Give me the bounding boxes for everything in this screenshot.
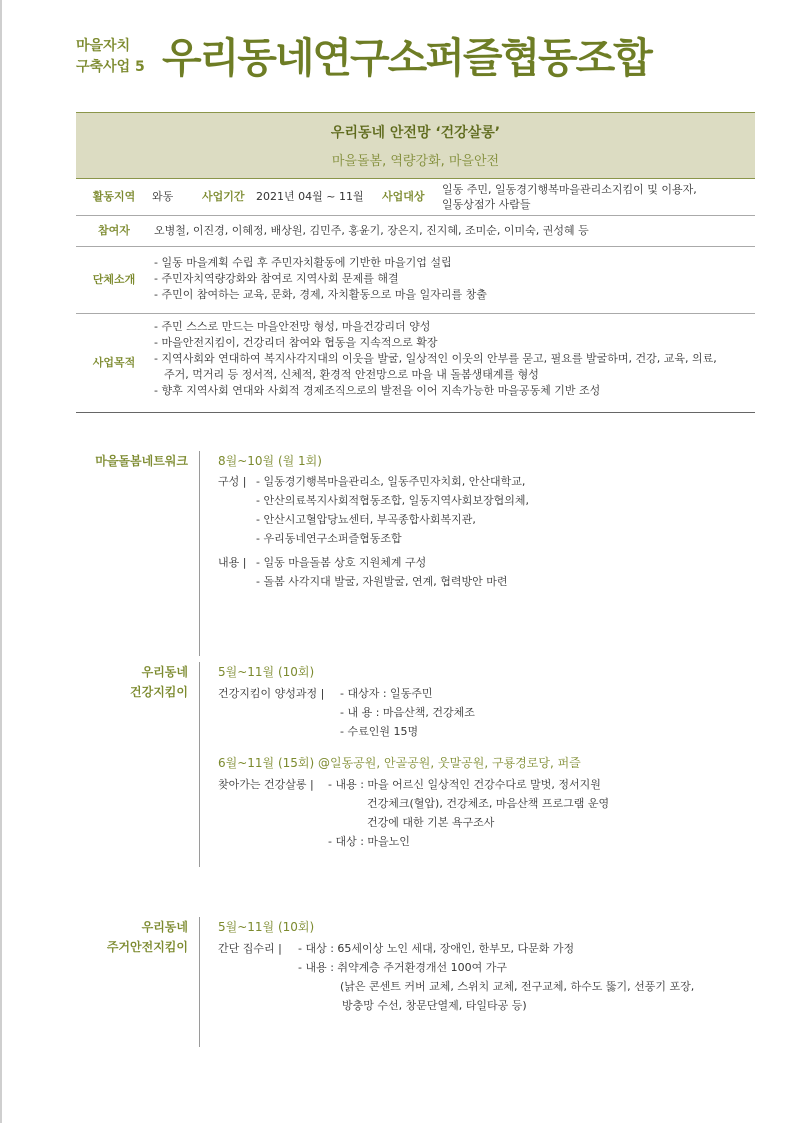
housing-line: 방충망 수선, 창문단열제, 타일타공 등)	[342, 999, 527, 1012]
page-edge	[0, 0, 2, 1123]
section-divider	[199, 917, 200, 1047]
row-purpose	[76, 314, 755, 413]
housing-period: 5월~11월 (10회)	[218, 920, 315, 934]
composition-list	[256, 472, 529, 548]
purpose-item: 주거, 먹거리 등 정서적, 신체적, 환경적 안전망으로 마을 내 돌봄생태계를 형성	[164, 368, 539, 381]
project-title: 우리동네 안전망 ‘건강살롱’	[330, 125, 501, 141]
intro-list	[152, 247, 755, 313]
target-label: 사업대상	[382, 190, 425, 203]
health-salon-line: - 내용 : 마을 어르신 일상적인 건강수다로 말벗, 정서지원	[328, 778, 601, 791]
composition-item: - 안산시고혈압당뇨센터, 부곡종합사회복지관,	[256, 513, 476, 526]
content-item: - 일동 마을돌봄 상호 지원체계 구성	[256, 556, 427, 569]
info-table	[76, 112, 755, 413]
project-banner	[76, 112, 755, 179]
section-label-care-network: 마을돌봄네트워크	[95, 454, 188, 468]
content-item: - 돌봄 사각지대 발굴, 자원발굴, 연계, 협력방안 마련	[256, 575, 508, 588]
intro-item: - 일동 마을계획 수립 후 주민자치활동에 기반한 마을기업 설립	[154, 256, 452, 269]
participants-label: 참여자	[98, 224, 130, 237]
section-label-line1: 우리동네	[141, 665, 188, 679]
intro-item: - 주민자치역량강화와 참여로 지역사회 문제를 해결	[154, 272, 399, 285]
target-value	[442, 182, 697, 212]
row-basic-info	[76, 179, 755, 216]
intro-item: - 주민이 참여하는 교육, 문화, 경제, 자치활동으로 마을 일자리를 창출	[154, 288, 487, 301]
page-title: 우리동네연구소퍼즐협동조합	[162, 34, 651, 82]
area-value: 와동	[152, 190, 174, 203]
health-course-label: 건강지킴이 양성과정 |	[218, 687, 325, 700]
housing-line: - 대상 : 65세이상 노인 세대, 장애인, 한부모, 다문화 가정	[298, 942, 575, 955]
intro-label: 단체소개	[92, 273, 136, 286]
health-salon-line: 건강체크(혈압), 건강체조, 마음산책 프로그램 운영	[367, 797, 610, 810]
section-divider	[199, 451, 200, 656]
header-kicker	[76, 36, 156, 78]
health-course-item: - 대상자 : 일동주민	[340, 687, 433, 700]
target-line1: 일동 주민, 일동경기행복마을관리소지킴이 및 이용자,	[442, 183, 697, 196]
care-network-period: 8월~10월 (월 1회)	[218, 454, 322, 468]
purpose-item: - 마을안전지킴이, 건강리더 참여와 협동을 지속적으로 확장	[154, 336, 438, 349]
purpose-item: - 지역사회와 연대하여 복지사각지대의 이웃을 발굴, 일상적인 이웃의 안부를 묻고, 필요를 발굴하며, 건강, 교육, 의료,	[154, 352, 717, 365]
purpose-list	[152, 314, 755, 412]
housing-line: (낡은 콘센트 커버 교체, 스위치 교체, 전구교체, 하수도 뚫기, 선풍기 포장,	[340, 980, 695, 993]
section-divider	[199, 662, 200, 867]
content-label: 내용 |	[218, 556, 247, 569]
row-intro	[76, 247, 755, 314]
health-course-list	[340, 684, 475, 741]
purpose-label: 사업목적	[92, 356, 136, 369]
health-salon-line: - 대상 : 마을노인	[328, 835, 410, 848]
content-list	[256, 553, 507, 591]
section-label-line1: 우리동네	[141, 920, 188, 934]
purpose-item: - 주민 스스로 만드는 마을안전망 형성, 마을건강리더 양성	[154, 320, 431, 333]
row-participants	[76, 216, 755, 247]
health-course-item: - 수료인원 15명	[340, 725, 419, 738]
health-salon-line: 건강에 대한 기본 욕구조사	[367, 816, 495, 829]
composition-item: - 일동경기행복마을관리소, 일동주민자치회, 안산대학교,	[256, 475, 526, 488]
section-label-health-guard	[68, 662, 188, 702]
health-course-item: - 내 용 : 마음산책, 건강체조	[340, 706, 475, 719]
period-label: 사업기간	[202, 190, 245, 203]
project-subtitle: 마을돌봄, 역량강화, 마을안전	[331, 154, 500, 169]
housing-line: - 내용 : 취약계층 주거환경개선 100여 가구	[298, 961, 508, 974]
kicker-line1: 마을자치	[76, 38, 131, 54]
kicker-line2: 구축사업 5	[76, 59, 145, 75]
area-label: 활동지역	[92, 190, 136, 203]
section-label-line2: 건강지킴이	[130, 685, 188, 699]
purpose-item: - 향후 지역사회 연대와 사회적 경제조직으로의 발전을 이어 지속가능한 마을공동체 기반 조성	[154, 384, 601, 397]
participants-value: 오병철, 이진경, 이혜정, 배상원, 김민주, 홍윤기, 장은지, 진지혜, 조미순, 이미숙, 권성혜 등	[154, 224, 589, 237]
housing-repair-label: 간단 집수리 |	[218, 942, 282, 955]
target-line2: 일동상점가 사람들	[442, 198, 531, 211]
composition-item: - 우리동네연구소퍼즐협동조합	[256, 532, 402, 545]
composition-item: - 안산의료복지사회적협동조합, 일동지역사회보장협의체,	[256, 494, 529, 507]
period-value: 2021년 04월 ~ 11월	[256, 190, 364, 203]
health-salon-period: 6월~11월 (15회) @일동공원, 안골공원, 웃말공원, 구룡경로당, 퍼즐	[218, 756, 581, 770]
section-label-housing-guard	[68, 917, 188, 957]
health-course-period: 5월~11월 (10회)	[218, 665, 315, 679]
health-salon-label: 찾아가는 건강살롱 |	[218, 778, 314, 791]
section-label-line2: 주거안전지킴이	[106, 940, 188, 954]
composition-label: 구성 |	[218, 475, 247, 488]
